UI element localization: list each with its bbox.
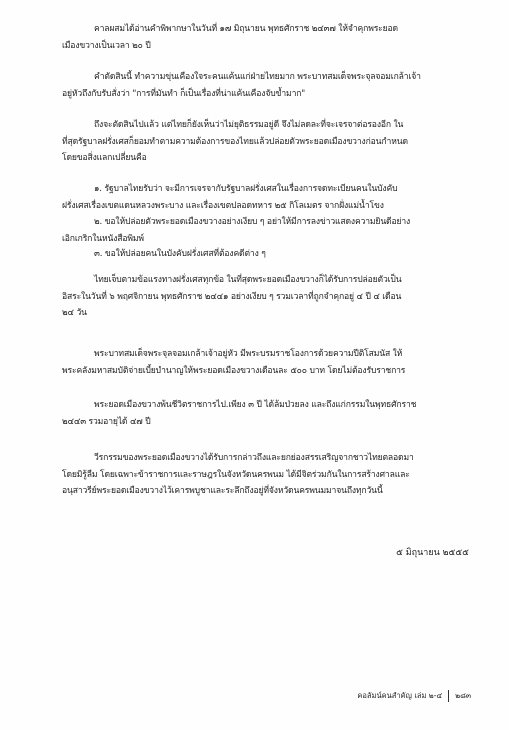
paragraph-7 bbox=[62, 450, 472, 500]
paragraph-1 bbox=[62, 21, 472, 54]
text-line: ๓. ขอให้ปล่อยคนในบังคับฝรั่งเศสที่ต้องคดีต่าง ๆ bbox=[94, 249, 266, 259]
list-item-1 bbox=[62, 181, 472, 214]
text-line: ไทยเจ็บตามข้อแรงทางฝรั่งเศสทุกข้อ ในที่สุดพระยอดเมืองขวางก็ได้รับการปล่อยตัวเป็น bbox=[94, 275, 402, 285]
text-line: ๒๔๔๓ รวมอายุได้ ๔๗ ปี bbox=[62, 416, 151, 427]
paragraph-3 bbox=[62, 117, 472, 167]
text-line: ฝรั่งเศสเรื่องเขตแดนหลวงพระบาง และเรื่องเขตปลอดทหาร ๒๕ กิโลเมตร จากฝั่งแม่น้ำโขง bbox=[62, 200, 384, 211]
text-line: เอิกเกริกในหนังสือพิมพ์ bbox=[62, 233, 144, 244]
text-line: วีรกรรมของพระยอดเมืองขวางได้รับการกล่าวถึงและยกย่องสรรเสริญจากชาวไทยตลอดมา bbox=[94, 453, 414, 463]
paragraph-6 bbox=[62, 397, 472, 430]
document-date: ๕ มิถุนายน ๒๕๕๕ bbox=[396, 548, 469, 558]
footer-book-title: คอลัมน์คนสำคัญ เล่ม ๒-๔ bbox=[357, 691, 443, 700]
text-line: พระยอดเมืองขวางพ้นชีวิตราชการไป.เพียง ๓ ปี ได้ล้มป่วยลง และถึงแก่กรรมในพุทธศักราช bbox=[94, 400, 417, 410]
text-line: พระคลังมหาสมบัติจ่ายเบี้ยบำนาญให้พระยอดเมืองขวางเดือนละ ๕๐๐ บาท โดยไม่ต้องรับราชการ bbox=[62, 365, 406, 376]
paragraph-5 bbox=[62, 346, 472, 379]
footer-divider bbox=[448, 690, 449, 702]
text-line: โดยขอสิ่งแลกเปลี่ยนคือ bbox=[62, 153, 147, 163]
text-line: โดยมิรู้ลืม โดยเฉพาะข้าราชการและราษฎรในจังหวัดนครพนม ได้มีจิตร่วมกันในการสร้างศาลและ bbox=[62, 469, 410, 480]
page-number: ๒๘๓ bbox=[455, 691, 471, 700]
list-item-3 bbox=[62, 246, 472, 263]
text-line: อิสระในวันที่ ๖ พฤศจิกายน พุทธศักราช ๒๔๔๑ อย่างเงียบ ๆ รวมเวลาที่ถูกจำคุกอยู่ ๔ ปี ๔ เดือน bbox=[62, 291, 402, 302]
text-line: เมืองขวางเป็นเวลา ๒๐ ปี bbox=[62, 40, 151, 51]
page-footer bbox=[357, 690, 471, 702]
text-line: ที่สุดรัฐบาลฝรั่งเศสก็ยอมทำตามความต้องการของไทยแล้วปล่อยตัวพระยอดเมืองขวางก่อนกำหนด bbox=[62, 136, 408, 147]
text-line: ถึงจะตัดสินไปแล้ว แต่ไทยก็ยังเห็นว่าไม่ยุติธรรมอยู่ดี จึงไม่ลดละที่จะเจรจาต่อรองอีก ใน bbox=[94, 120, 404, 130]
text-line: พระบาทสมเด็จพระจุลจอมเกล้าเจ้าอยู่หัว มีพระบรมราชโองการด้วยความปีติโสมนัส ให้ bbox=[94, 349, 403, 359]
text-line: ๒๔ วัน bbox=[62, 308, 87, 318]
text-line: คำตัดสินนี้ ทำความขุ่นเคืองใจระคนแค้นแก่ฝ่ายไทยมาก พระบาทสมเด็จพระจุลจอมเกล้าเจ้า bbox=[94, 72, 421, 82]
text-line: ๒. ขอให้ปล่อยตัวพระยอดเมืองขวางอย่างเงียบ ๆ อย่าให้มีการลงข่าวแสดงความยินดีอย่าง bbox=[94, 217, 411, 227]
paragraph-4 bbox=[62, 272, 472, 322]
text-line: ๑. รัฐบาลไทยรับว่า จะมีการเจรจากับรัฐบาลฝรั่งเศสในเรื่องการจดทะเบียนคนในบังคับ bbox=[94, 184, 398, 194]
text-line: คาลผสมได้อ่านคำพิพากษาในวันที่ ๑๗ มิถุนายน พุทธศักราช ๒๔๓๗ ให้จำคุกพระยอด bbox=[94, 24, 398, 34]
text-line: อนุสาวรีย์พระยอดเมืองขวางไว้เคารพบูชาและระลึกถึงอยู่ที่จังหวัดนครพนมมาจนถึงทุกวันนี้ bbox=[62, 486, 383, 496]
paragraph-2 bbox=[62, 69, 472, 102]
text-line: อยู่หัวถึงกับรับสั่งว่า "การที่มันทำ ก็เป็นเรื่องที่น่าแค้นเคืองจับข้ำมาก" bbox=[62, 88, 306, 99]
list-item-2 bbox=[62, 214, 472, 247]
